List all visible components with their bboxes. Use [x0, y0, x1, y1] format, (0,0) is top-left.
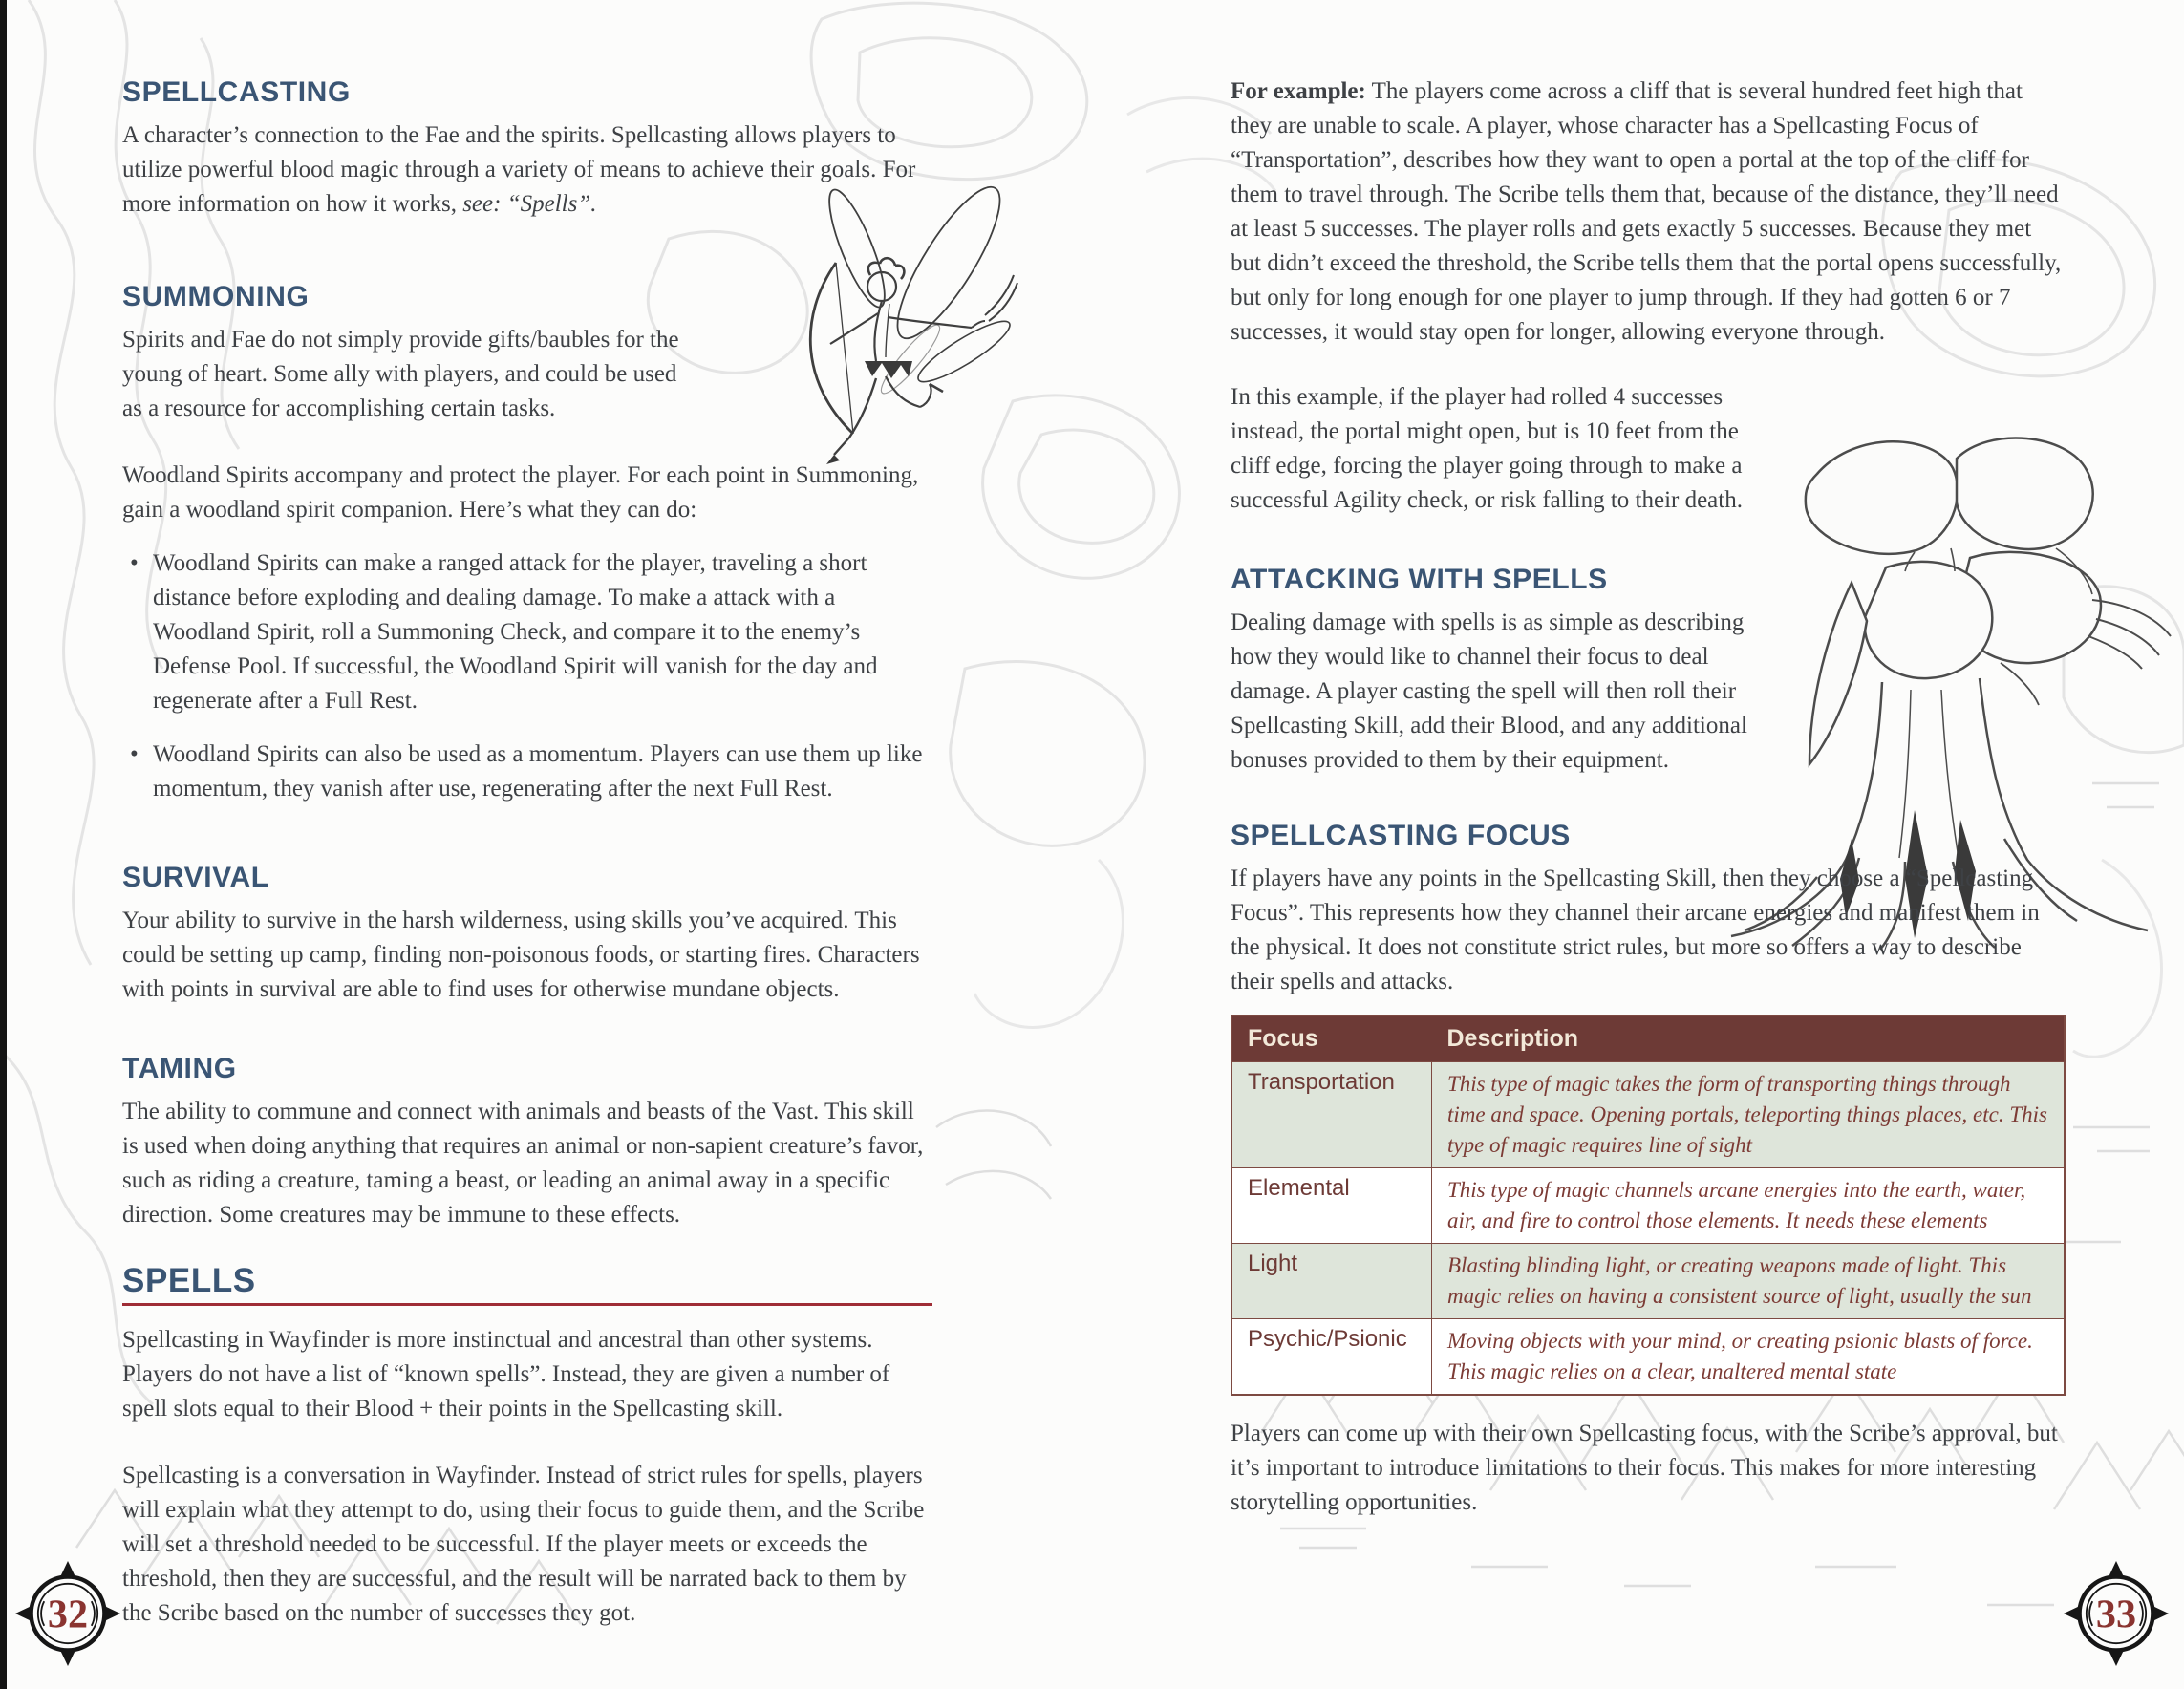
focus-cell: Psychic/Psionic: [1231, 1319, 1432, 1396]
example-paragraph-2: In this example, if the player had rolled 4 successes instead, the portal might open, but is 10 feet from the cliff edge, forcing the player going through to make a successful Agility check, or risk falling to their death.: [1231, 384, 1743, 513]
survival-body: Your ability to survive in the harsh wilderness, using skills you’ve acquired. This could be setting up camp, finding non-poisonous foods, or starting fires. Characters with points in survival are able to find uses for otherwise mundane objects.: [122, 908, 920, 1002]
spellcasting-focus-table: [1231, 1015, 2066, 1396]
table-row: [1231, 1319, 2065, 1396]
focus-cell: Elemental: [1231, 1168, 1432, 1244]
heading-taming: TAMING: [122, 1053, 237, 1084]
taming-body: The ability to commune and connect with animals and beasts of the Vast. This skill is used when doing anything that requires an animal or non-sapient creature’s favor, such as riding a creature, taming a beast, or leading an animal away in a specific direction. Some creatures may be immune to these effects.: [122, 1099, 924, 1228]
table-row: [1231, 1168, 2065, 1244]
page-number-left: 32: [47, 1592, 89, 1637]
heading-attacking-with-spells: ATTACKING WITH SPELLS: [1231, 564, 1608, 595]
page-number-right: 33: [2095, 1592, 2137, 1637]
summoning-body-1: Spirits and Fae do not simply provide gifts/baubles for the young of heart. Some ally with players, and could be used as a resource for accomplishing certain tasks.: [122, 327, 679, 421]
column-header-description: Description: [1432, 1016, 2066, 1062]
column-header-focus: Focus: [1231, 1016, 1432, 1062]
description-cell: This type of magic takes the form of transporting things through time and space. Opening portals, teleporting things places, etc. This type of magic requires line of sight: [1432, 1062, 2066, 1168]
heading-spellcasting: SPELLCASTING: [122, 76, 351, 108]
list-item: • Woodland Spirits can also be used as a momentum. Players can use them up like momentum, they vanish after use, regenerating after the next Full Rest.: [122, 738, 932, 806]
woodland-spirit-bullet-list: [122, 546, 932, 806]
list-item: • Woodland Spirits can make a ranged attack for the player, traveling a short distance before exploding and dealing damage. To make a attack with a Woodland Spirit, roll a Summoning Check, and compare it to the enemy’s Defense Pool. If successful, the Woodland Spirit will vanish for the day and regenerate after a Full Rest.: [122, 546, 932, 718]
spells-body-2: Spellcasting is a conversation in Wayfinder. Instead of strict rules for spells, players will explain what they attempt to do, using their focus to guide them, and the Scribe will set a threshold needed to be successful. If the player meets or exceeds the threshold, then they are successful, and the result will be narrated back to them by the Scribe based on the number of successes they got.: [122, 1463, 925, 1626]
compass-page-badge-right: [2064, 1561, 2169, 1666]
compass-page-badge-left: [15, 1561, 120, 1666]
left-page-column: [122, 75, 932, 1631]
right-page-column: [1231, 75, 2066, 1520]
spells-accent-rule: [122, 1303, 932, 1306]
focus-closing-paragraph: Players can come up with their own Spellcasting focus, with the Scribe’s approval, but it’s important to introduce limitations to their focus. This makes for more interesting storytelling opportunities.: [1231, 1421, 2058, 1515]
summoning-body-2: Woodland Spirits accompany and protect the player. For each point in Summoning, gain a woodland spirit companion. Here’s what they can do:: [122, 462, 919, 523]
table-header-row: [1231, 1016, 2065, 1062]
example-body-text: The players come across a cliff that is several hundred feet high that they are unable to scale. A player, whose character has a Spellcasting Focus of “Transportation”, describes how they want to open a portal at the top of the cliff for them to travel through. The Scribe tells them that, because of the distance, they’ll need at least 5 successes. The player rolls and gets exactly 5 successes. Because they met but didn’t exceed the threshold, the Scribe tells them that the portal opens successfully, but only for long enough for one player to jump through. If they had gotten 6 or 7 successes, it would stay open for longer, allowing everyone through.: [1231, 78, 2062, 345]
spellcasting-body-text: A character’s connection to the Fae and the spirits. Spellcasting allows players to utilize powerful blood magic through a variety of means to achieve their goals. For more information on how it works,: [122, 122, 916, 217]
heading-spells: SPELLS: [122, 1262, 256, 1299]
example-paragraph: [1231, 75, 2066, 350]
description-cell: Blasting blinding light, or creating weapons made of light. This magic relies on having a consistent source of light, usually the sun: [1432, 1244, 2066, 1319]
table-row: [1231, 1062, 2065, 1168]
focus-cell: Light: [1231, 1244, 1432, 1319]
spells-body-1: Spellcasting in Wayfinder is more instinctual and ancestral than other systems. Players do not have a list of “known spells”. Instead, they are given a number of spell slots equal to their Blood + their points in the Spellcasting skill.: [122, 1327, 890, 1422]
spellcasting-body: [122, 118, 932, 222]
spellcasting-body-cite: see: “Spells”.: [462, 191, 597, 217]
heading-spellcasting-focus: SPELLCASTING FOCUS: [1231, 820, 1571, 851]
example-lead: For example:: [1231, 78, 1366, 104]
table-row: [1231, 1244, 2065, 1319]
page-edge-strip: [0, 0, 7, 1689]
focus-cell: Transportation: [1231, 1062, 1432, 1168]
attacking-body: Dealing damage with spells is as simple as describing how they would like to channel their focus to deal damage. A player casting the spell will then roll their Spellcasting Skill, add their Blood, and any additional bonuses provided to them by their equipment.: [1231, 609, 1747, 773]
heading-summoning: SUMMONING: [122, 281, 310, 312]
heading-survival: SURVIVAL: [122, 862, 269, 893]
description-cell: This type of magic channels arcane energies into the earth, water, air, and fire to control those elements. It needs these elements: [1432, 1168, 2066, 1244]
focus-body: If players have any points in the Spellcasting Skill, then they choose a “Spellcasting Focus”. This represents how they channel their arcane energies and manifest them in the physical. It does not constitute strict rules, but more so offers a way to describe their spells and attacks.: [1231, 866, 2040, 994]
description-cell: Moving objects with your mind, or creating psionic blasts of force. This magic relies on a clear, unaltered mental state: [1432, 1319, 2066, 1396]
